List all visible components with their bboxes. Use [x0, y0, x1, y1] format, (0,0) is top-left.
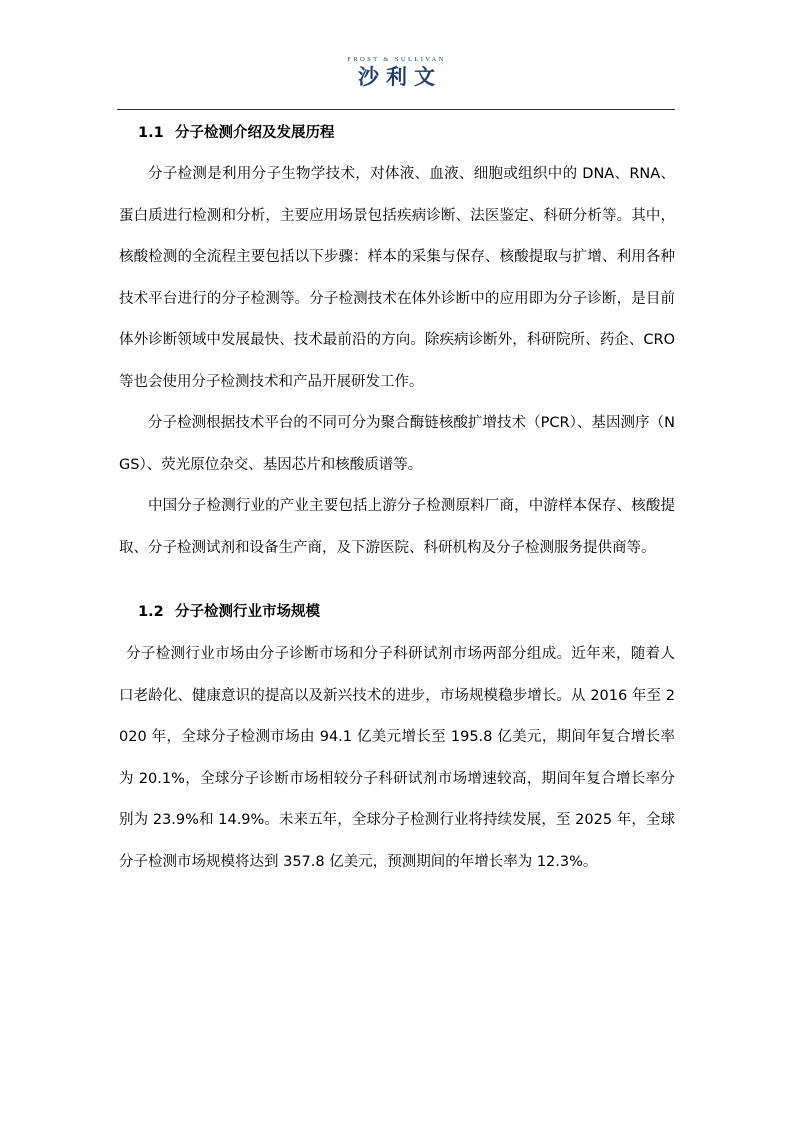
paragraph: 分子检测是利用分子生物学技术，对体液、血液、细胞或组织中的 DNA、RNA、蛋白质进行检测和分析，主要应用场景包括疾病诊断、法医鉴定、科研分析等。其中，核酸检测的全流程主要包括以下步骤：样本的采集与保存、核酸提取与扩增、利用各种技术平台进行的分子检测等。分子检测技术在体外诊断中的应用即为分子诊断，是目前体外诊断领域中发展最快、技术最前沿的方向。除疾病诊断外，科研院所、药企、CRO 等也会使用分子检测技术和产品开展研发工作。 [119, 166, 675, 390]
section-spacer [119, 569, 675, 591]
paragraph: 分子检测行业市场由分子诊断市场和分子科研试剂市场两部分组成。近年来，随着人口老龄化、健康意识的提高以及新兴技术的进步，市场规模稳步增长。从 2016 年至 2020 年，全球分子检测市场由 94.1 亿美元增长至 195.8 亿美元，期间年复合增长率为 20.1%，全球分子诊断市场相较分子科研试剂市场增速较高，期间年复合增长率分别为 23.9%和 14.9%。未来五年，全球分子检测行业将持续发展，至 2025 年，全球分子检测市场规模将达到 357.8 亿美元，预测期间的年增长率为 12.3%。 [119, 646, 675, 870]
section-title: 分子检测介绍及发展历程 [175, 125, 335, 141]
logo-chinese-text: 沙利文 [358, 65, 442, 89]
section-number: 1.2 [138, 604, 164, 620]
document-body [119, 112, 675, 883]
section-heading-1-1 [119, 112, 675, 154]
logo-english-text: FROST & SULLIVAN [347, 56, 446, 63]
header-divider [117, 109, 675, 110]
header-logo [0, 56, 793, 89]
section-title: 分子检测行业市场规模 [175, 604, 320, 620]
section-heading-1-2 [119, 591, 675, 634]
paragraph: 分子检测根据技术平台的不同可分为聚合酶链核酸扩增技术（PCR）、基因测序（NGS）、荧光原位杂交、基因芯片和核酸质谱等。 [119, 415, 675, 473]
paragraph: 中国分子检测行业的产业主要包括上游分子检测原料厂商，中游样本保存、核酸提取、分子检测试剂和设备生产商，及下游医院、科研机构及分子检测服务提供商等。 [119, 498, 675, 556]
section-number: 1.1 [138, 125, 164, 141]
